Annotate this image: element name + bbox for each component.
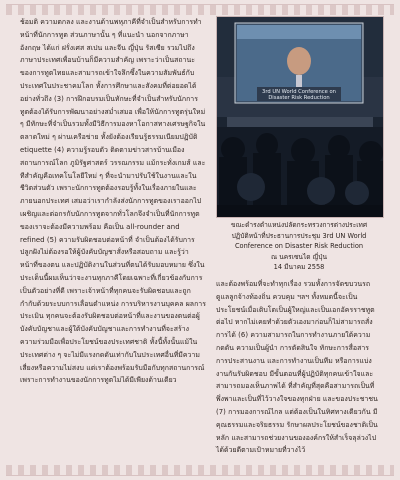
- caption-line-4: ณ นครเซนได ญี่ปุ่น: [271, 252, 327, 261]
- caption-line-3: Conference on Disaster Risk Reduction: [234, 242, 364, 251]
- bottom-border-ornament: [6, 465, 394, 476]
- caption-line-2: ปฏิบัติหน้าที่ประธานการประชุม 3rd UN World: [231, 231, 367, 240]
- screen-caption-line-1: 3rd UN World Conference on: [262, 89, 336, 95]
- left-paragraph: ช้อมติ ความตกลง และงานด้านพหุภาคีที่จำเป็นสำหรับการทำหน้าที่นักการทูต ส่วนภาษานั้น ๆ ที่แนะนำ นอกจากภาษาอังกฤษ ได้แก่ ฝรั่งเศส สเปน และจีน ญี่ปุ่น รัสเซีย รวมไปถึงภาษาประเทศเพื่อนบ้านก็มีความสำคัญ เพราะว่าเป็นสถานะของการทูตไทยและสามารถเข้าใจลึกซึ้งในความสัมพันธ์กับประเทศในประชาคมโลก ทั้งการศึกษาและสังคมที่ต่อยอดได้อย่างทั่วถึง (3) การฝึกอบรมเป็นทักษะที่จำเป็นสำหรับนักการทูตต้องได้รับการพัฒนาอย่างสม่ำเสมอ เพื่อให้นักการทูตรุ่นใหม่ ๆ มีทักษะที่จำเป็นรวมทั้งมีวิธีการมองหาโอกาสทางเศรษฐกิจในตลาดใหม่ ๆ ผ่านเครือข่าย ทั้งยังต้องเรียนรู้ธรรมเนียมปฏิบัติ etiquette (4) ความรู้รอบตัว ติดตามข่าวสารบ้านเมือง สถานการณ์โลก ภูมิรัฐศาสตร์ วรรณกรรม แม้กระทั่งเกมส์ และทีสำคัญคือเทคโนโลยีใหม่ ๆ ที่จะนำมาปรับใช้ในงานและในชีวิตส่วนตัว เพราะนักการทูตต้องรอบรู้ทั้งในเรื่องภายในและภายนอกประเทศ เสมอว่าเรากำลังส่งนักการทูตของเราออกไปเผชิญและต่อกรกับนักการทูตจากทั่วโลกจึงจำเป็นที่นักการทูตของเราจะต้องมีความพร้อม คือเป็น all-rounder and refined (5) ความรับผิดชอบต่อหน้าที่ จำเป็นต้องได้รับการปลูกฝังไม่ต้องรอให้ผู้บังคับบัญชาสั่งหรือสอบถาม และรู้ว่าหน้าที่ของตน และปฏิบัติงานในส่วนที่ตนได้รับมอบหมาย ซึ่งในประเด็นนี้ผมเห็นว่าจะงานทุกภาคีโดยเฉพาะที่เกี่ยวข้องกับการเป็นตัวอย่างที่ดี เพราะเจ้าหน้าที่ทุกคนจะรับผิดชอบและถูกกำกับด้วยระบบการเลื่อนตำแหน่ง การบริหารงานบุคคล ผลการประเมิน ทุกคนจะต้องรับผิดชอบต่อหน้าที่และงานของตนต่อผู้บังคับบัญชาและผู้ใต้บังคับบัญชาและการทำงานที่จะสร้างความร่วมมือเพื่อประโยชน์ของประเทศชาติ ทั้งนี้ทั้งนั้นแม้ในประเทศต่าง ๆ จะไม่มีแรงกดดันเท่ากับในประเทศอื่นที่มีความเสี่ยงหรือความไม่สงบ แต่เราต้องพร้อมรับมือกับทุกสถานการณ์ เพราะการทำงานของนักการทูตไม่ได้มีเพียงด้านเดียว: [20, 18, 206, 385]
- right-paragraph: และต้องพร้อมที่จะทำทุกเรื่อง รวมทั้งการจัดขบวนรถ ดูแลลูกจ้างท้องถิ่น ควบคุม ฯลฯ ทั้งหมดนี้จะเป็นประโยชน์เมื่อเติบโตเป็นผู้ใหญ่และเป็นเอกอัครราชทูตต่อไป หากไม่เคยทำด้วยตัวเองมาก่อนก็ไม่สามารถสั่งการได้ (6) ความสามารถในการทำงานภายใต้ความกดดัน ความเป็นผู้นำ การตัดสินใจ ทักษะการสื่อสาร การประสานงาน และการทำงานเป็นทีม หรือการแบ่งงานกันรับผิดชอบ มีขั้นตอนที่ผู้ปฏิบัติทุกคนเข้าใจและสามารถมองเห็นภาพได้ ที่สำคัญที่สุดคือสามารถเป็นที่พึ่งพาและเป็นที่ไว้วางใจของทุกฝ่าย และของประชาชน (7) การมองการณ์ไกล แต่ต้องเป็นในทิศทางเดียวกัน มีคุณธรรมและจริยธรรม รักษาผลประโยชน์ของชาติเป็นหลัก และสามารถช่วยงานขององค์กรให้สำเร็จลุล่วงไปได้ด้วยดีตามเป้าหมายที่วางไว้: [216, 280, 378, 455]
- photo-caption: [216, 220, 382, 273]
- conference-photo-illustration: [217, 17, 383, 217]
- caption-line-1: ขณะดำรงตำแหน่งปลัดกระทรวงการต่างประเทศ: [230, 221, 368, 229]
- caption-line-5: 14 มีนาคม 2558: [273, 263, 325, 272]
- screen-caption-line-2: Disaster Risk Reduction: [268, 95, 330, 101]
- right-text-column: [216, 278, 382, 457]
- conference-photo: [216, 16, 384, 218]
- top-border-ornament: [6, 4, 394, 15]
- left-text-column: [20, 16, 206, 387]
